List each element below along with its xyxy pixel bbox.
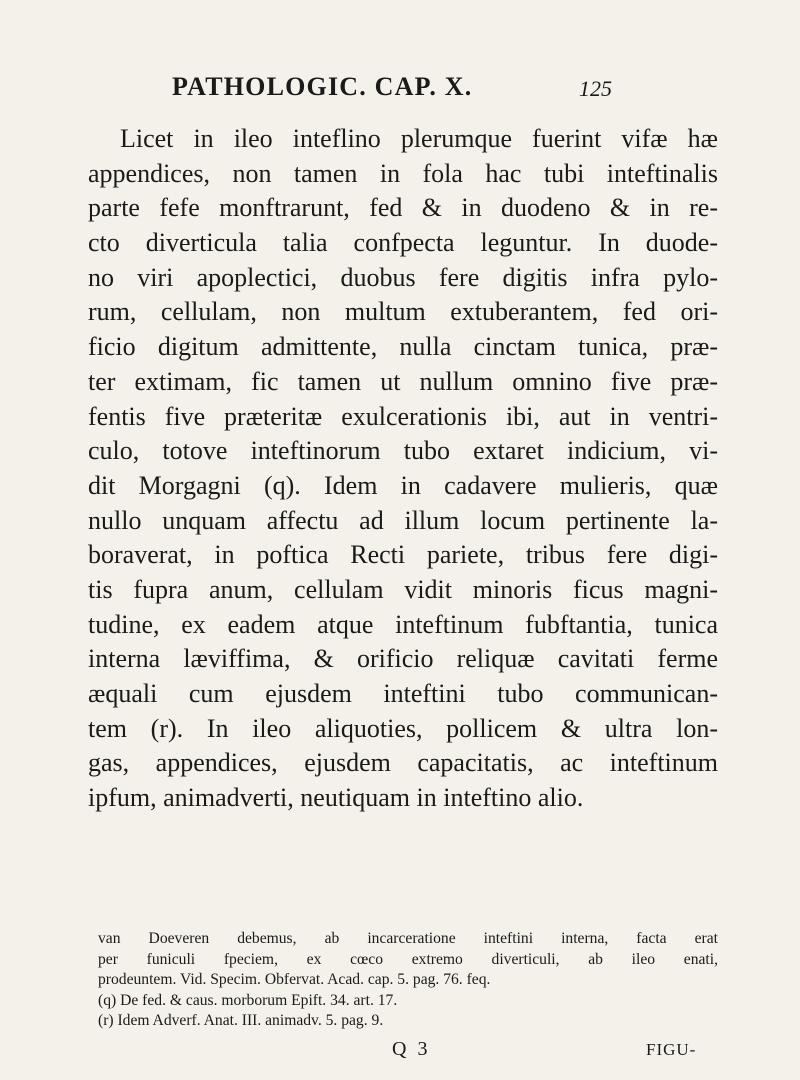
body-line: Licet in ileo inteflino plerumque fuerint vifæ hæ <box>120 124 718 153</box>
body-line: appendices, non tamen in fola hac tubi inteftinalis <box>88 158 718 188</box>
body-line: tudine, ex eadem atque inteftinum fubftantia, tunica <box>88 609 718 639</box>
body-line: æquali cum ejusdem inteftini tubo communican- <box>88 679 718 708</box>
footnotes <box>98 929 718 1032</box>
catchword: FIGU- <box>646 1040 697 1059</box>
footnote-line: van Doeveren debemus, ab incarceratione inteftini interna, facta erat <box>98 930 718 947</box>
body-line: rum, cellulam, non multum extuberantem, fed ori- <box>88 297 718 327</box>
body-line: no viri apoplectici, duobus fere digitis infra pylo- <box>88 262 718 292</box>
body-line: parte fefe monftrarunt, fed & in duodeno & in re- <box>88 193 718 223</box>
body-line: nullo unquam affectu ad illum locum pertinente la- <box>88 505 718 535</box>
signature-mark: Q 3 <box>392 1038 431 1060</box>
body-line: dit Morgagni (q). Idem in cadavere mulieris, quæ <box>88 470 718 500</box>
body-line: interna læviffima, & orificio reliquæ cavitati ferme <box>88 644 718 674</box>
body-line: ficio digitum admittente, nulla cinctam tunica, præ- <box>88 332 718 362</box>
body-line: tem (r). In ileo aliquoties, pollicem & ultra lon- <box>88 713 718 743</box>
body-line: tis fupra anum, cellulam vidit minoris ficus magni- <box>88 574 718 604</box>
footnote-q: (q) De fed. & caus. morborum Epift. 34. art. 17. <box>98 991 398 1009</box>
footnote-r: (r) Idem Adverf. Anat. III. animadv. 5. pag. 9. <box>98 1012 384 1029</box>
page-header <box>172 72 612 112</box>
running-title: PATHOLOGIC. CAP. X. <box>172 72 473 101</box>
body-line: culo, totove inteftinorum tubo extaret indicium, vi- <box>88 436 718 466</box>
footnote-line: per funiculi fpeciem, ex cœco extremo diverticuli, ab ileo enati, <box>98 950 718 968</box>
body-line: ter extimam, fic tamen ut nullum omnino five præ- <box>88 366 718 396</box>
body-line: gas, appendices, ejusdem capacitatis, ac inteftinum <box>88 748 718 778</box>
page-number: 125 <box>579 76 612 101</box>
body-line: boraverat, in poftica Recti pariete, tribus fere digi- <box>88 540 718 570</box>
body-line: cto diverticula talia confpecta leguntur. In duode- <box>88 228 718 258</box>
footnote-line: prodeuntem. Vid. Specim. Obfervat. Acad. cap. 5. pag. 76. feq. <box>98 971 491 988</box>
body-line: ipfum, animadverti, neutiquam in inteftino alio. <box>88 783 584 813</box>
body-paragraph <box>88 122 718 816</box>
body-line: fentis five præteritæ exulcerationis ibi, aut in ventri- <box>88 401 718 431</box>
